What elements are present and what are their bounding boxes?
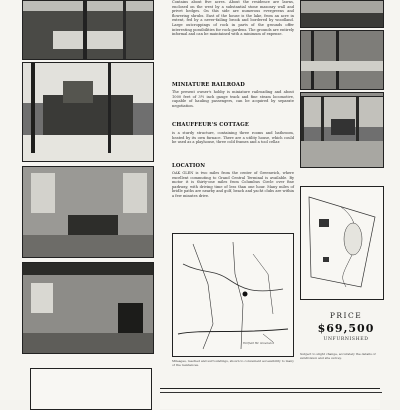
photo-house-by-pond: [300, 96, 384, 168]
map-caption: Mileages, reached and surroundings, shown to convenient accessibility to many of the residences.: [172, 359, 294, 367]
lake-shape: [344, 223, 362, 255]
plot-plan: [300, 186, 384, 300]
road-line: [263, 334, 273, 342]
cottage-text: is a sturdy structure, containing three rooms and bathroom, heated by its own furnace. There are a utility house, which could be used as a playhouse, three cold frames and a tool cellar.: [172, 131, 294, 145]
plot-plan-svg: [301, 187, 383, 299]
road-line: [193, 244, 213, 349]
price-amount: $69,500: [317, 322, 375, 335]
cottage-heading: CHAUFFEUR'S COTTAGE: [172, 122, 249, 128]
photo-grounds: [22, 0, 154, 60]
property-boundary-line: [309, 197, 375, 287]
bottom-rule: [160, 392, 382, 393]
location-heading: LOCATION: [172, 163, 206, 169]
road-line: [183, 264, 283, 291]
photo-dining-room: [22, 166, 154, 258]
price-label: PRICE: [329, 311, 363, 320]
house-footprint-icon: [319, 219, 329, 227]
railroad-text: The present owner's hobby is miniature railroading and about 1000 feet of 3½ inch gauge track and fine steam locomotive, capable of hauling passengers, can be acquired by separate negotiation.: [172, 90, 294, 108]
cottage-footprint-icon: [323, 257, 329, 262]
location-text: OAK GLEN is two miles from the center of Greenwich, where excellent commuting to Grand Central Terminal is available. By motor it is thirty-one miles from Columbus Circle over fine parkway, with driving time of less than one hour. Many miles of bridle paths are nearby and golf, beach and yacht clubs are within a few minutes drive.: [172, 171, 294, 198]
photo-lake: [300, 0, 384, 28]
photo-house-exterior: [22, 62, 154, 162]
footer-box-left: [30, 368, 152, 410]
main-road-line: [178, 329, 288, 334]
property-marker-icon: [243, 292, 248, 297]
plot-caption: Subject to slight change, accurately the details of subdivision and site survey.: [300, 352, 376, 360]
railroad-heading: MINIATURE RAILROAD: [172, 82, 245, 88]
price-note: UNFURNISHED: [323, 337, 369, 342]
map-road-label: Fairfield Rd. Greenwich: [243, 342, 275, 345]
photo-woodland: [300, 30, 384, 90]
road-line: [233, 242, 243, 349]
photo-living-room: [22, 262, 154, 354]
area-map: [172, 233, 294, 357]
area-map-svg: [173, 234, 293, 356]
road-line: [253, 254, 273, 314]
intro-text: Contains about five acres. About the residence are lawns, enclosed on the west by a substantial stone masonry wall and privet hedges. On this side are numerous evergreens and flowering shrubs. East of the house is the lake, from an acre in extent, fed by a never-failing brook and bordered by woodland. Large outcroppings of rock in parts of the grounds offer interesting possibilities for rock gardens. The grounds are entirely informal and can be maintained with a minimum of expense.: [172, 0, 294, 37]
